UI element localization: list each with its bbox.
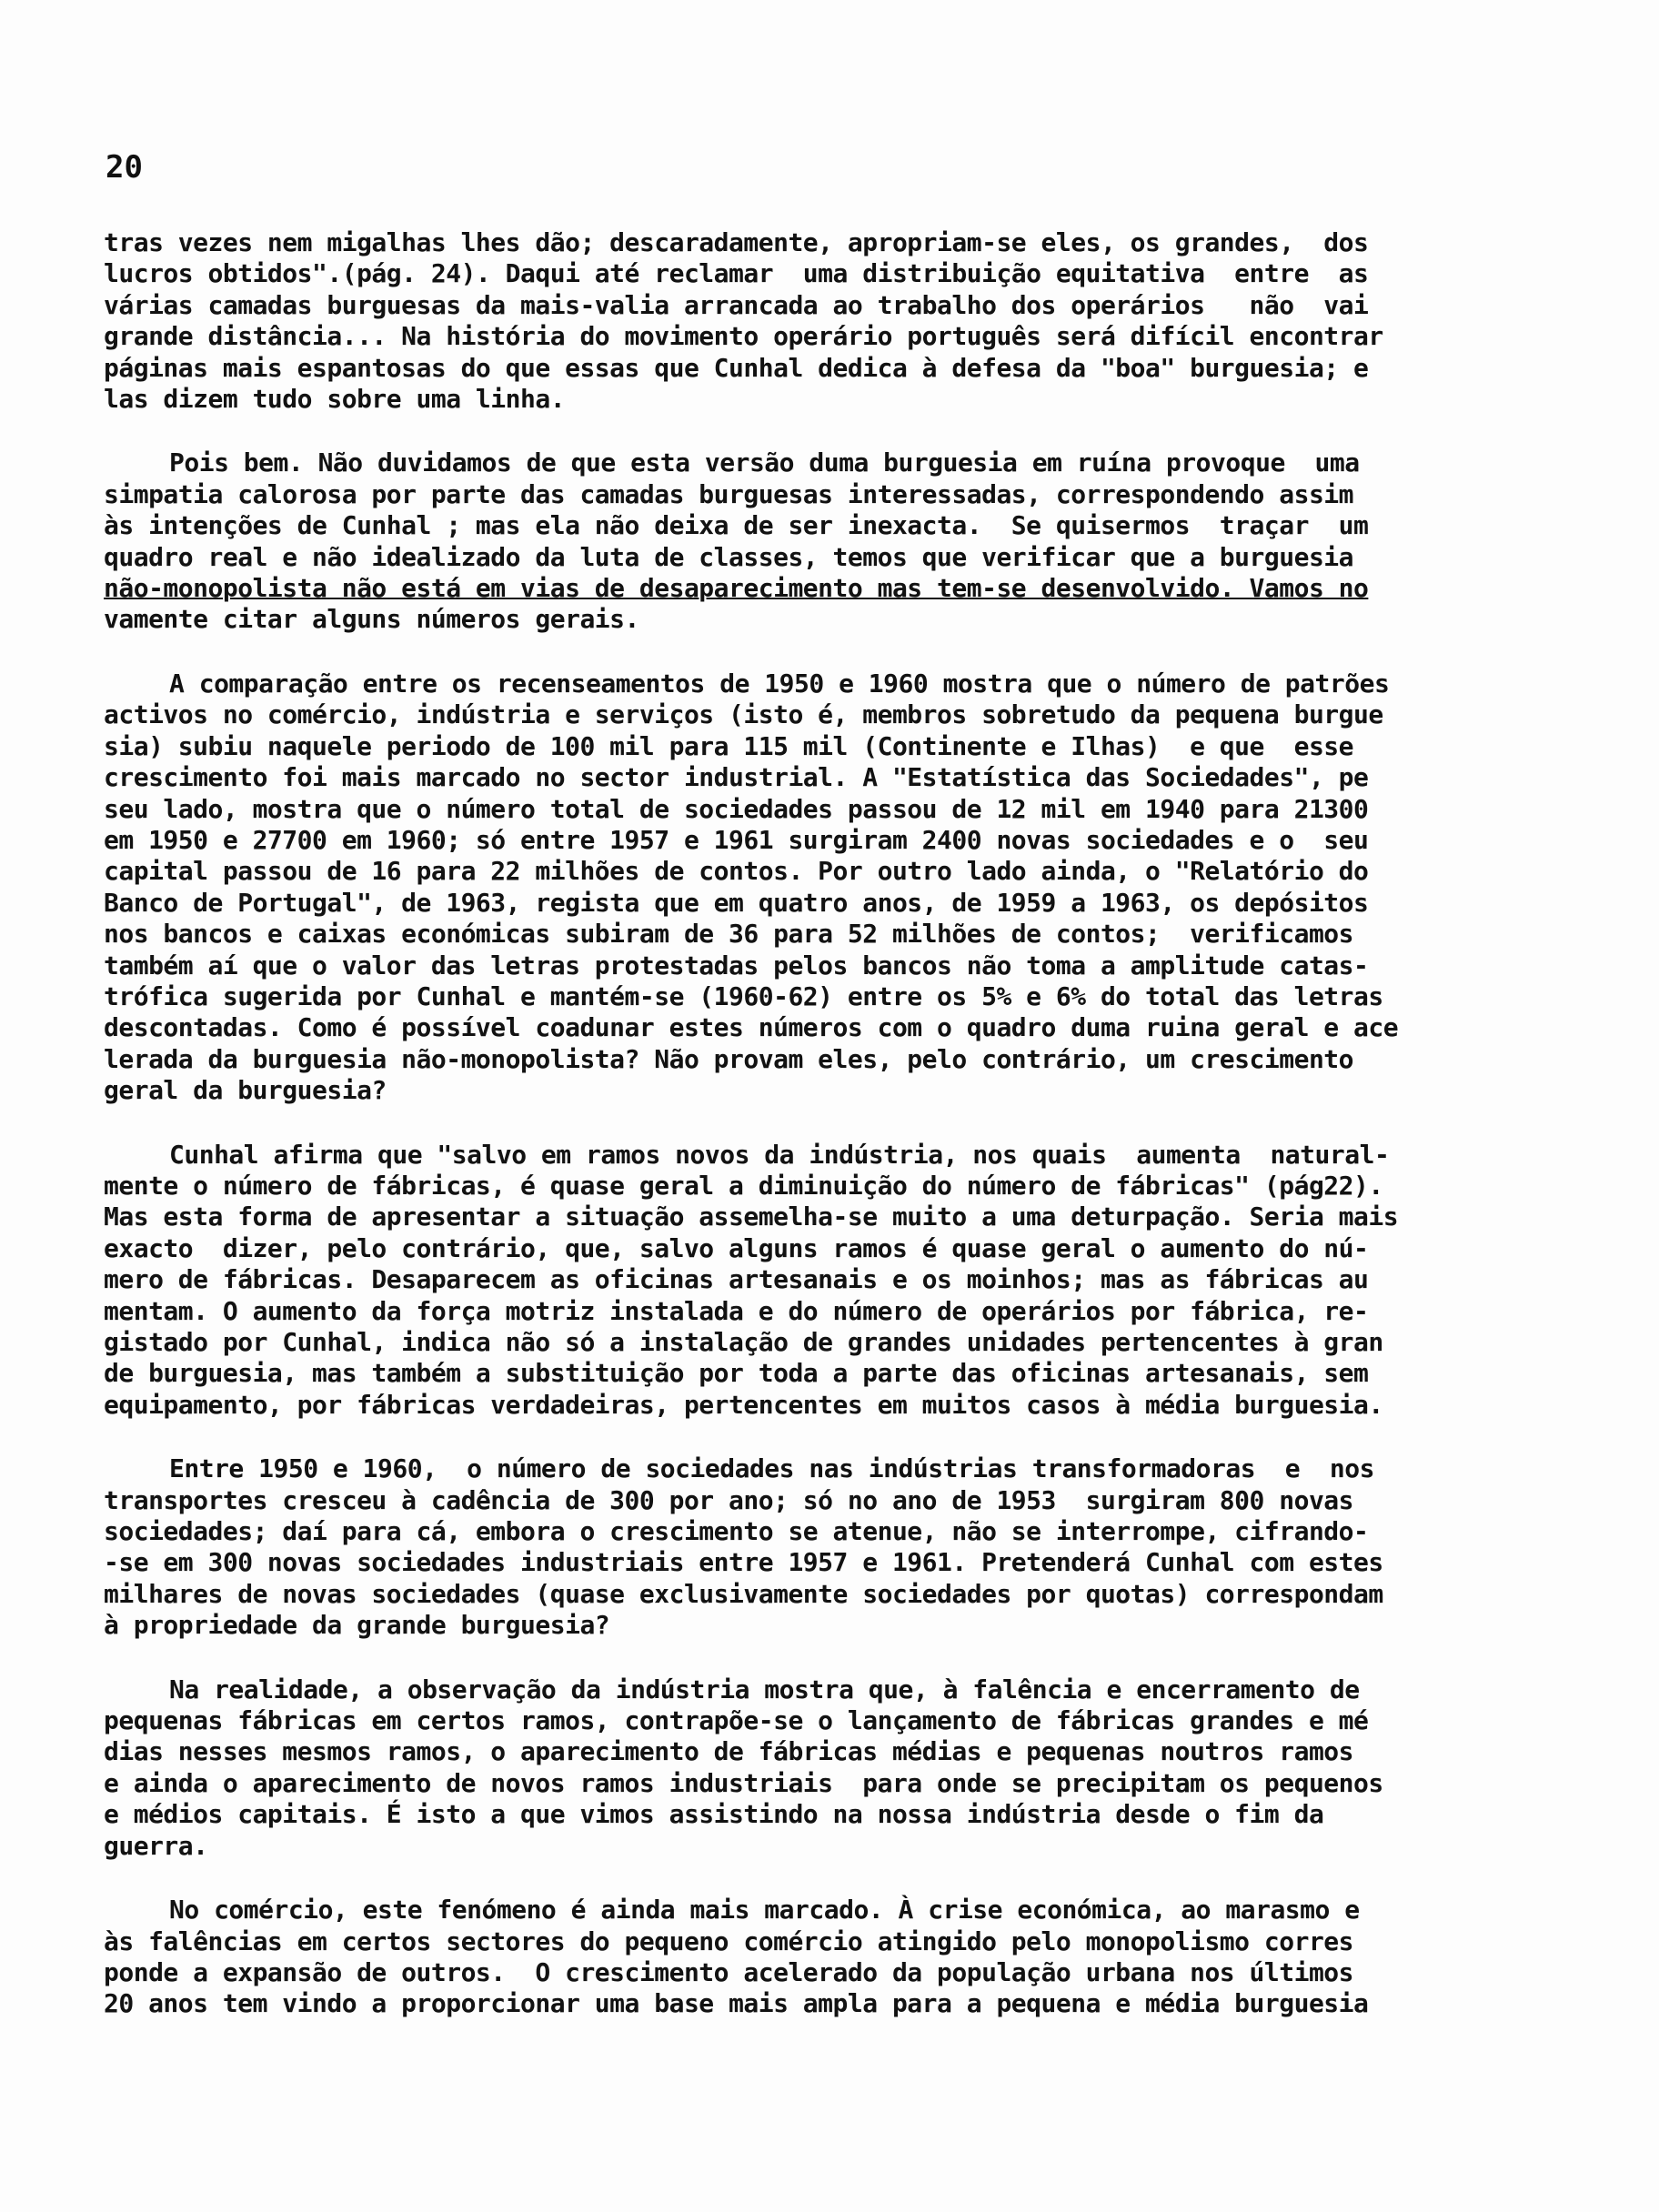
text-line: crescimento foi mais marcado no sector industrial. A "Estatística das Sociedades", pe [104,762,1369,793]
paragraph-3 [104,669,1468,1107]
text-line: várias camadas burguesas da mais-valia arrancada ao trabalho dos operários não vai [104,289,1369,320]
text-line: dias nesses mesmos ramos, o aparecimento de fábricas médias e pequenas noutros ramos [104,1736,1354,1767]
text-line: exacto dizer, pelo contrário, que, salvo alguns ramos é quase geral o aumento do nú- [104,1232,1369,1263]
text-line: simpatia calorosa por parte das camadas burguesas interessadas, correspondendo assim [104,478,1354,509]
text-line: pequenas fábricas em certos ramos, contrapõe-se o lançamento de fábricas grandes e mé [104,1705,1369,1736]
text-line: nos bancos e caixas económicas subiram de 36 para 52 milhões de contos; verificamos [104,919,1354,950]
paragraph-4 [104,1140,1468,1422]
text-line: No comércio, este fenómeno é ainda mais marcado. À crise económica, ao marasmo e [169,1895,1360,1925]
text-line: transportes cresceu à cadência de 300 por ano; só no ano de 1953 surgiram 800 novas [104,1484,1354,1515]
text-line: mero de fábricas. Desaparecem as oficinas artesanais e os moinhos; mas as fábricas au [104,1264,1369,1295]
text-line: lerada da burguesia não-monopolista? Não provam eles, pelo contrário, um crescimento [104,1043,1354,1074]
text-line: geral da burguesia? [104,1075,387,1106]
paragraph-5 [104,1453,1468,1641]
paragraph-2 [104,447,1468,635]
text-line: e médios capitais. É isto a que vimos assistindo na nossa indústria desde o fim da [104,1799,1324,1830]
text-line: trófica sugerida por Cunhal e mantém-se (1960-62) entre os 5% e 6% do total das letras [104,980,1383,1011]
text-line: e ainda o aparecimento de novos ramos industriais para onde se precipitam os pequenos [104,1767,1383,1798]
text-line: equipamento, por fábricas verdadeiras, pertencentes em muitos casos à média burguesia. [104,1389,1383,1420]
text-line: las dizem tudo sobre uma linha. [104,384,566,415]
text-line: Mas esta forma de apresentar a situação assemelha-se muito a uma deturpação. Seria mais [104,1202,1399,1232]
text-line: às falências em certos sectores do pequeno comércio atingido pelo monopolismo corres [104,1925,1354,1956]
text-line: seu lado, mostra que o número total de sociedades passou de 12 mil em 1940 para 21300 [104,793,1369,824]
text-line: descontadas. Como é possível coadunar estes números com o quadro duma ruina geral e ace [104,1012,1399,1043]
text-line: Na realidade, a observação da indústria mostra que, à falência e encerramento de [169,1674,1360,1704]
text-line: A comparação entre os recenseamentos de 1950 e 1960 mostra que o número de patrões [169,668,1390,699]
text-line: de burguesia, mas também a substituição por toda a parte das oficinas artesanais, sem [104,1358,1369,1389]
text-line: sia) subiu naquele periodo de 100 mil para 115 mil (Continente e Ilhas) e que esse [104,730,1354,761]
body-text [104,227,1468,2053]
text-line: à propriedade da grande burguesia? [104,1610,610,1641]
text-line: ponde a expansão de outros. O crescimento acelerado da população urbana nos últimos [104,1956,1354,1987]
text-line: gistado por Cunhal, indica não só a instalação de grandes unidades pertencentes à gran [104,1327,1383,1357]
text-line: 20 anos tem vindo a proporcionar uma base mais ampla para a pequena e média burguesia [104,1988,1369,2019]
text-line: -se em 300 novas sociedades industriais entre 1957 e 1961. Pretenderá Cunhal com estes [104,1547,1383,1578]
paragraph-6 [104,1674,1468,1862]
text-line: Cunhal afirma que "salvo em ramos novos da indústria, nos quais aumenta natural- [169,1139,1390,1170]
paragraph-1 [104,227,1468,415]
text-line: capital passou de 16 para 22 milhões de contos. Por outro lado ainda, o "Relatório do [104,856,1369,887]
text-line: mentam. O aumento da força motriz instalada e do número de operários por fábrica, re- [104,1295,1369,1326]
text-line: Entre 1950 e 1960, o número de sociedades nas indústrias transformadoras e nos [169,1453,1374,1484]
text-line: também aí que o valor das letras protestadas pelos bancos não toma a amplitude catas- [104,950,1369,980]
text-line: sociedades; daí para cá, embora o crescimento se atenue, não se interrompe, cifrando- [104,1516,1369,1547]
text-line: lucros obtidos".(pág. 24). Daqui até reclamar uma distribuição equitativa entre as [104,258,1369,289]
text-line: tras vezes nem migalhas lhes dão; descaradamente, apropriam-se eles, os grandes, dos [104,227,1369,257]
text-line: guerra. [104,1830,208,1861]
text-line: Banco de Portugal", de 1963, regista que em quatro anos, de 1959 a 1963, os depósitos [104,887,1369,918]
text-line: activos no comércio, indústria e serviços (isto é, membros sobretudo da pequena burgue [104,699,1383,730]
text-line: não-monopolista não está em vias de desaparecimento mas tem-se desenvolvido. Vamos no [104,573,1369,604]
paragraph-7 [104,1895,1468,2020]
page-number: 20 [106,149,143,186]
text-line: Pois bem. Não duvidamos de que esta versão duma burguesia em ruína provoque uma [169,447,1360,478]
text-line: vamente citar alguns números gerais. [104,604,639,635]
text-line: páginas mais espantosas do que essas que Cunhal dedica à defesa da "boa" burguesia; e [104,352,1369,383]
text-line: às intenções de Cunhal ; mas ela não deixa de ser inexacta. Se quisermos traçar um [104,510,1369,541]
text-line: quadro real e não idealizado da luta de classes, temos que verificar que a burguesia [104,541,1354,572]
text-line: mente o número de fábricas, é quase geral a diminuição do número de fábricas" (pág22). [104,1170,1383,1201]
text-line: em 1950 e 27700 em 1960; só entre 1957 e 1961 surgiram 2400 novas sociedades e o seu [104,824,1369,855]
text-line: milhares de novas sociedades (quase exclusivamente sociedades por quotas) correspondam [104,1578,1383,1609]
text-line: grande distância... Na história do movimento operário português será difícil encontrar [104,321,1383,352]
